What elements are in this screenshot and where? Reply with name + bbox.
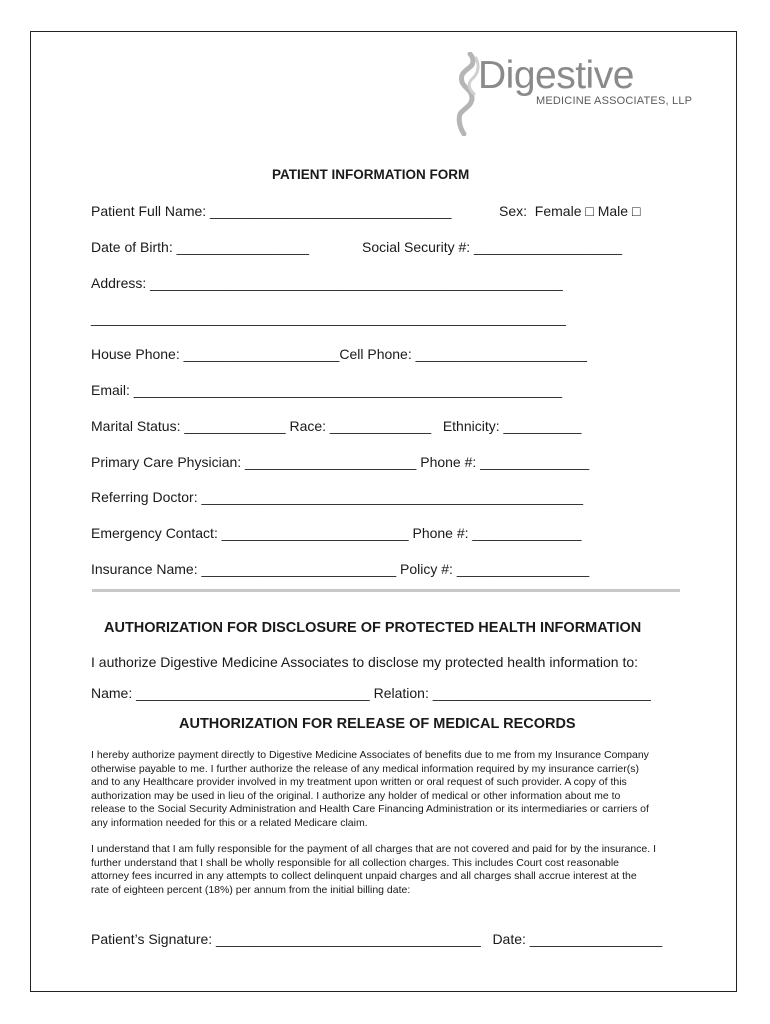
address-line-2[interactable]: _____________________________________________________________ <box>91 310 566 326</box>
signature-date-row[interactable]: Patient’s Signature: __________________________________ Date: _________________ <box>91 931 663 947</box>
sex-checkboxes[interactable]: Sex: Female □ Male □ <box>499 203 641 219</box>
disclosure-statement: I authorize Digestive Medicine Associates to disclose my protected health information to: <box>91 654 639 670</box>
release-paragraph-1: I hereby authorize payment directly to Digestive Medicine Associates of benefits due to me from my Insurance Company otherwise payable to me. I further authorize the release of any medical information required by my insurance carrier(s) and to any Healthcare provider involved in my treatment upon written or oral request of such provider. A copy of this authorization may be used in lieu of the original. I authorize any holder of medical or other information about me to release to the Social Security Administration and Health Care Financing Administration or its intermediaries or carriers of any information needed for this or a related Medicare claim. <box>91 749 649 829</box>
logo-wordmark: Digestive <box>478 54 634 97</box>
logo-subtitle: MEDICINE ASSOCIATES, LLP <box>536 95 693 107</box>
emergency-contact-row[interactable]: Emergency Contact: ________________________ Phone #: ______________ <box>91 525 582 541</box>
referring-doctor-field[interactable]: Referring Doctor: _________________________________________________ <box>91 489 584 505</box>
marital-race-ethnicity-row[interactable]: Marital Status: _____________ Race: _____________ Ethnicity: __________ <box>91 418 582 434</box>
email-field[interactable]: Email: _______________________________________________________ <box>91 382 563 398</box>
dob-field[interactable]: Date of Birth: _________________ <box>91 239 309 255</box>
address-field[interactable]: Address: _____________________________________________________ <box>91 275 563 291</box>
disclosure-heading: AUTHORIZATION FOR DISCLOSURE OF PROTECTED HEALTH INFORMATION <box>104 620 642 636</box>
release-paragraph-2: I understand that I am fully responsible for the payment of all charges that are not covered and paid for by the insurance. I further understand that I shall be wholly responsible for all collection charges. This includes Court cost reasonable attorney fees incurred in any attempts to collect delinquent unpaid charges and all charges shall accrue interest at the rate of eighteen percent (18%) per annum from the initial billing date: <box>91 843 656 896</box>
phone-row[interactable]: House Phone: ____________________Cell Phone: ______________________ <box>91 346 587 362</box>
ssn-field[interactable]: Social Security #: ___________________ <box>362 239 622 255</box>
release-heading: AUTHORIZATION FOR RELEASE OF MEDICAL RECORDS <box>179 716 576 732</box>
insurance-row[interactable]: Insurance Name: _________________________ Policy #: _________________ <box>91 561 590 577</box>
primary-care-row[interactable]: Primary Care Physician: ______________________ Phone #: ______________ <box>91 454 590 470</box>
patient-name-field[interactable]: Patient Full Name: _______________________________ <box>91 203 452 219</box>
disclosure-name-relation-row[interactable]: Name: ______________________________ Relation: ____________________________ <box>91 685 651 701</box>
form-title: PATIENT INFORMATION FORM <box>272 167 470 182</box>
section-divider <box>92 589 680 592</box>
